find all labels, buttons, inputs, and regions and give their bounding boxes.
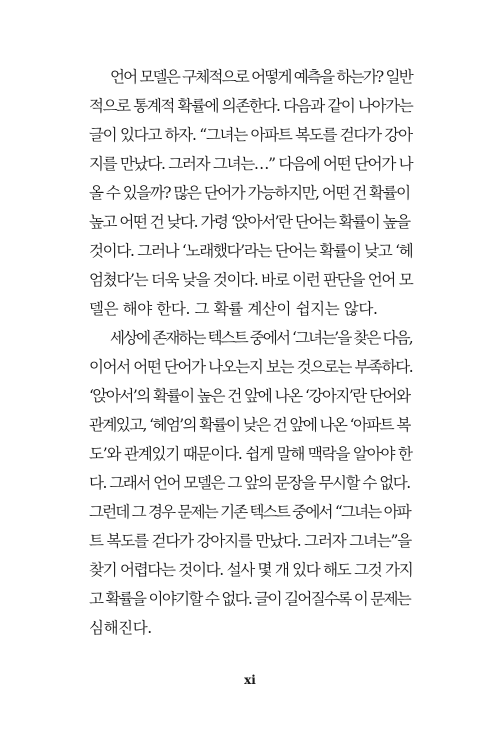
paragraph-2-line-7: 그런데 그 경우 문제는 기존 텍스트 중에서 “그녀는 아파 bbox=[89, 503, 410, 521]
paragraph-2-line-11: 심해진다. bbox=[89, 619, 152, 637]
paragraph-2-line-10: 고 확률을 이야기할 수 없다. 글이 길어질수록 이 문제는 bbox=[89, 590, 411, 608]
paragraph-2-line-8: 트 복도를 걷다가 강아지를 만났다. 그러자 그녀는”을 bbox=[89, 532, 412, 550]
paragraph-1-line-6: 높고 어떤 건 낮다. 가령 ‘앉아서’란 단어는 확률이 높을 bbox=[89, 213, 410, 231]
paragraph-1-line-8: 엄쳤다’는 더욱 낮을 것이다. 바로 이런 판단을 언어 모 bbox=[89, 271, 413, 289]
paragraph-2-line-9: 찾기 어렵다는 것이다. 설사 몇 개 있다 해도 그것 가지 bbox=[89, 561, 413, 579]
paragraph-2-line-5: 도’와 관계있기 때문이다. 쉽게 말해 맥락을 알아야 한 bbox=[89, 445, 412, 463]
page-number: xi bbox=[244, 673, 256, 687]
paragraph-1-line-7: 것이다. 그러나 ‘노래했다’라는 단어는 확률이 낮고 ‘헤 bbox=[89, 242, 413, 260]
paragraph-2-line-6: 다. 그래서 언어 모델은 그 앞의 문장을 무시할 수 없다. bbox=[89, 474, 410, 492]
paragraph-1-line-9: 델은 해야 한다. 그 확률 계산이 쉽지는 않다. bbox=[89, 300, 378, 318]
paragraph-2-line-3: ‘앉아서’의 확률이 높은 건 앞에 나온 ‘강아지’란 단어와 bbox=[89, 387, 410, 405]
paragraph-1-line-2: 적으로 통계적 확률에 의존한다. 다음과 같이 나아가는 bbox=[89, 97, 413, 115]
paragraph-2-line-2: 이어서 어떤 단어가 나오는지 보는 것으로는 부족하다. bbox=[89, 358, 413, 376]
paragraph-1-line-5: 올 수 있을까? 많은 단어가 가능하지만, 어떤 건 확률이 bbox=[89, 184, 410, 202]
paragraph-1-line-3: 글이 있다고 하자. “그녀는 아파트 복도를 걷다가 강아 bbox=[89, 126, 412, 144]
paragraph-2-line-1: 세상에 존재하는 텍스트 중에서 ‘그녀는’을 찾은 다음, bbox=[110, 329, 412, 347]
paragraph-1-line-1: 언어 모델은 구체적으로 어떻게 예측을 하는가? 일반 bbox=[110, 68, 412, 86]
paragraph-2-line-4: 관계있고, ‘헤엄’의 확률이 낮은 건 앞에 나온 ‘아파트 복 bbox=[89, 416, 410, 434]
paragraph-1-line-4: 지를 만났다. 그러자 그녀는…” 다음에 어떤 단어가 나 bbox=[89, 155, 413, 173]
